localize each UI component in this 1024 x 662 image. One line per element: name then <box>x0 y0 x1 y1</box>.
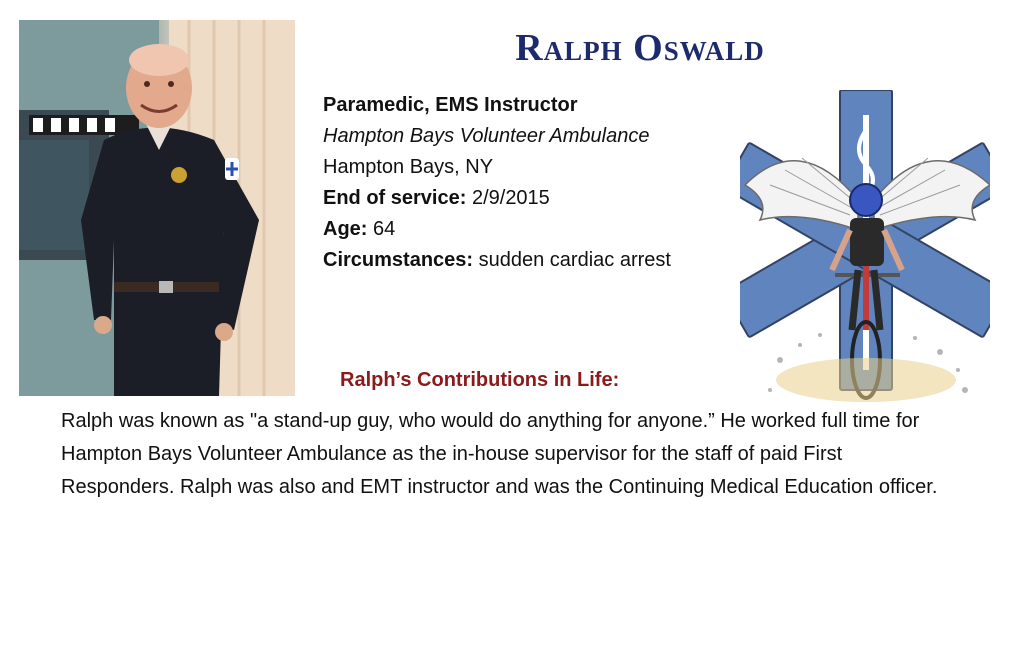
star-of-life-cyclist-illustration <box>740 90 990 410</box>
page-title: Ralph Oswald <box>515 27 765 69</box>
circumstances-row <box>323 245 743 276</box>
end-of-service-label: End of service: <box>323 187 467 209</box>
age-row <box>323 214 743 245</box>
circumstances-label: Circumstances: <box>323 249 474 271</box>
contributions-text: Ralph was known as "a stand-up guy, who would do anything for anyone.” He worked full time for Hampton Bays Volunteer Ambulance as the in-house supervisor for the staff of paid First Responders. Ralph was also and EMT instructor and was the Continuing Medical Education officer. <box>61 410 938 498</box>
end-of-service-row <box>323 183 743 214</box>
portrait-photo-art <box>19 20 295 396</box>
end-of-service-value: 2/9/2015 <box>471 187 550 209</box>
age-value: 64 <box>373 218 396 240</box>
circumstances-value: sudden cardiac arrest <box>478 249 671 271</box>
role-text: Paramedic, EMS Instructor <box>323 94 578 116</box>
info-block <box>323 90 743 276</box>
age-label: Age: <box>323 218 368 240</box>
emblem-art <box>740 90 990 410</box>
portrait-photo <box>19 20 295 396</box>
location-text: Hampton Bays, NY <box>323 156 494 178</box>
organization-text: Hampton Bays Volunteer Ambulance <box>323 125 650 147</box>
contributions-heading: Ralph’s Contributions in Life: <box>340 369 620 391</box>
